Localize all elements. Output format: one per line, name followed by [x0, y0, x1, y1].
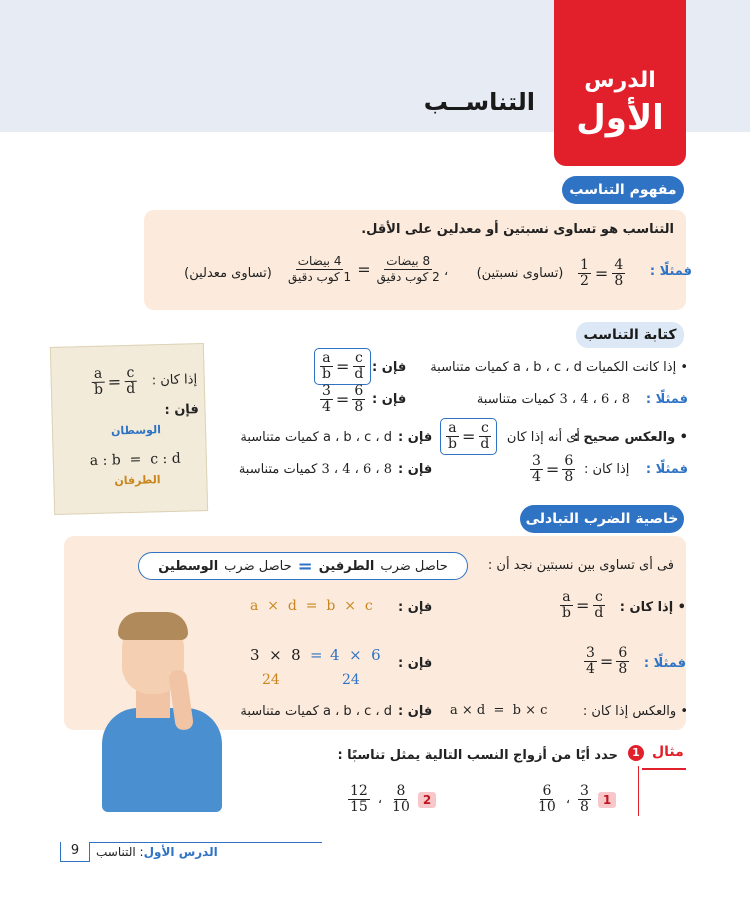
converse-label: • والعكس صحيح : — [573, 430, 688, 445]
note-means-label: الوسطان — [110, 423, 162, 438]
converse-example-result: 8 ، 6 ، 4 ، 3 كميات متناسبة — [238, 462, 392, 477]
cross-example-label: فمثلًا : — [643, 656, 686, 671]
footer-lesson: الدرس الأول: التناسب — [96, 845, 218, 859]
page-title: التناســب — [423, 88, 535, 116]
question-2-number: 2 — [418, 792, 436, 808]
cross-if-fraction: $\frac{a}{b}$ = $\frac{c}{d}$ — [562, 589, 604, 621]
example-number-badge: 1 — [628, 745, 644, 761]
writing-boxed-fraction: $\frac{a}{b}$ = $\frac{c}{d}$ — [314, 348, 371, 385]
section-pill-writing: كتابة التناسب — [576, 322, 684, 348]
cross-value-left: 24 — [262, 672, 280, 688]
cross-converse-product: a × d = b × c — [450, 703, 548, 718]
cross-intro: فى أى تساوى بين نسبتين نجد أن : — [487, 558, 674, 573]
note-if: إذا كان : — [151, 372, 198, 389]
question-2-fractions: $\frac{12}{15}$ ، $\frac{8}{10}$ — [350, 783, 410, 815]
hair — [118, 612, 188, 640]
converse-example-label: فمثلًا : — [645, 462, 688, 477]
converse-example-fractions: $\frac{3}{4}$ = $\frac{6}{8}$ — [532, 453, 574, 485]
section-pill-concept: مفهوم التناسب — [562, 176, 684, 204]
note-then: فإن : — [164, 402, 199, 419]
definition-text: التناسب هو تساوى نسبتين أو معدلين على الأقل. — [361, 222, 674, 237]
boy-illustration — [94, 612, 222, 812]
converse-example-then: فإن : — [398, 462, 433, 477]
cross-example-fraction: $\frac{3}{4}$ = $\frac{6}{8}$ — [586, 645, 628, 677]
lesson-badge — [554, 0, 686, 166]
note-fraction: $\frac{a}{b}$ = $\frac{c}{d}$ — [93, 364, 136, 398]
example-vertical-line — [638, 766, 639, 816]
example-question: حدد أيًا من أزواج النسب التالية يمثل تناسبًا : — [337, 748, 618, 763]
cross-converse-then: فإن : — [398, 704, 433, 719]
cross-if-label: • إذا كان : — [619, 600, 686, 615]
converse-boxed-fraction: $\frac{a}{b}$ = $\frac{c}{d}$ — [440, 418, 497, 455]
example-label: مثال — [652, 744, 684, 760]
fraction: $\frac{4}{8}$ — [614, 257, 624, 289]
converse-then: فإن : — [398, 430, 433, 445]
cross-rule-pill: حاصل ضرب الطرفين = حاصل ضرب الوسطين — [138, 552, 468, 580]
writing-example-fractions: $\frac{3}{4}$ = $\frac{6}{8}$ — [322, 383, 364, 415]
shirt — [102, 708, 222, 812]
lesson-badge-line1: الدرس — [584, 68, 656, 93]
writing-example-label: فمثلًا : — [645, 392, 688, 407]
example-underline — [642, 768, 686, 770]
writing-line1: • إذا كانت الكميات a ، b ، c ، d كميات متناسبة — [430, 360, 688, 375]
cross-product-2-eq: = — [310, 646, 323, 664]
separator-comma: ، — [444, 264, 449, 279]
example-label: فمثلًا : — [649, 264, 692, 279]
converse-text: أى أنه إذا كان — [506, 430, 580, 445]
writing-then-2: فإن : — [372, 392, 407, 407]
converse-result: a ، b ، c ، d كميات متناسبة — [240, 430, 392, 445]
cross-converse-label: • والعكس إذا كان : — [582, 704, 688, 719]
question-1-fractions: $\frac{6}{10}$ ، $\frac{3}{8}$ — [538, 783, 589, 815]
note-ratio: a : b = c : d — [89, 450, 181, 470]
section-pill-cross-multiplication: خاصية الضرب التبادلى — [520, 505, 684, 533]
fraction: $\frac{1}{2}$ — [580, 257, 589, 289]
writing-example-line: 8 ، 6 ، 4 ، 3 كميات متناسبة — [476, 392, 630, 407]
example-2-fractions: $\frac{\text{4 بيضات}}{\text{1 كوب دقيق}}$ = $\frac{\text{8 بيضات}}{\text{2 كوب دقيق}}$ — [288, 254, 440, 284]
cross-product-2-left: 3 × 8 — [250, 646, 301, 664]
footer-line — [90, 842, 322, 843]
cross-product-2-right: 4 × 6 — [330, 646, 381, 664]
cross-then-1: فإن : — [398, 600, 433, 615]
cross-then-2: فإن : — [398, 656, 433, 671]
converse-example-if: إذا كان : — [584, 462, 630, 477]
note-card — [50, 343, 208, 515]
lesson-badge-line2: الأول — [576, 98, 664, 138]
page-number: 9 — [60, 842, 90, 862]
cross-value-right: 24 — [342, 672, 360, 688]
cross-product-1: a × d = b × c — [250, 598, 373, 614]
writing-then-1: فإن : — [372, 360, 407, 375]
example-2-note: (تساوى معدلين) — [184, 266, 272, 281]
cross-converse-result: a ، b ، c ، d كميات متناسبة — [240, 704, 392, 719]
note-extremes-label: الطرفان — [114, 473, 161, 488]
question-1-number: 1 — [598, 792, 616, 808]
example-1-note: (تساوى نسبتين) — [476, 266, 564, 281]
example-1-fractions: $\frac{1}{2}$ = $\frac{4}{8}$ — [580, 257, 624, 289]
